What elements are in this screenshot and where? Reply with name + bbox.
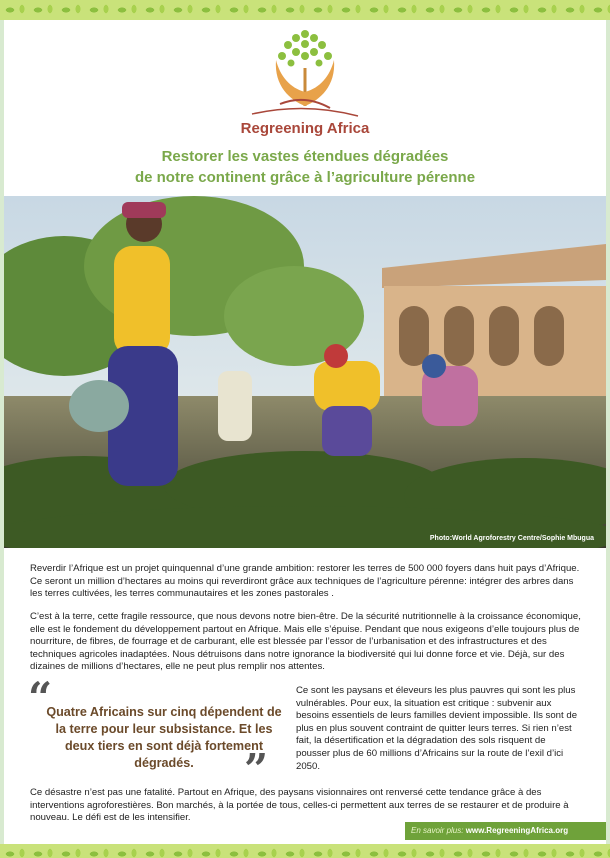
decorative-leaf-border-bottom — [0, 844, 610, 858]
intro-paragraph: Reverdir l’Afrique est un projet quinquennal d’une grande ambition: restorer les terres de 500 000 foyers dans huit pays d’Afrique. Ce seront un million d’hectares au moins qui reverdiront grâce aux techniques de l’agriculture pérenne: intégrer des arbres dans les terres cultivées, les terres communautaires et les zones pastorales . — [30, 563, 580, 600]
page-subtitle — [0, 146, 610, 188]
conclusion-paragraph: Ce désastre n’est pas une fatalité. Partout en Afrique, des paysans visionnaires ont renversé cette tendance grâce à des interventions agroforestières. Bon marchés, à la portée de tous, celles-ci permettent aux terres de se restaurer et de produire à nouveau. Le défi est de les intensifier. — [30, 787, 569, 824]
subtitle-line-1: Restorer les vastes étendues dégradées — [161, 148, 449, 165]
close-quote-icon: ” — [244, 745, 269, 794]
photo-credit: Photo:World Agroforestry Centre/Sophie Mbugua — [429, 535, 594, 542]
learn-more-label: En savoir plus: — [411, 826, 464, 835]
open-quote-icon: “ — [28, 673, 53, 722]
vulnerability-paragraph: Ce sont les paysans et éleveurs les plus pauvres qui sont les plus vulnérables. Pour eux, la situation est critique : subvenir aux besoins essentiels de leurs familles devient impossible. Ils sont de plus en plus souvent contraint de quitter leurs terres. Si rien n’est fait, la désertification et la dégradation des sols risquent de pousser plus de 60 millions d’Africains sur la route de l’exil d’ici 2050. — [296, 685, 578, 772]
subtitle-line-2: de notre continent grâce à l’agriculture pérenne — [134, 169, 476, 186]
website-link[interactable]: www.RegreeningAfrica.org — [465, 826, 569, 835]
pull-quote-text: Quatre Africains sur cinq dépendent de la terre pour leur subsistance. Et les deux tiers en sont déjà fortement dégradés. — [46, 705, 282, 770]
decorative-leaf-border-top — [0, 0, 610, 20]
page-border-right — [606, 20, 610, 844]
learn-more-banner[interactable] — [405, 822, 606, 840]
brand-name: Regreening Africa — [240, 120, 370, 137]
pull-quote — [28, 673, 292, 794]
hero-photo — [4, 196, 606, 548]
land-paragraph: C’est à la terre, cette fragile ressource, que nous devons notre bien-être. De la sécurité nutritionnelle à la croissance économique, elle est le fondement du développement partout en Afrique. Mais elle s’épuise. Pendant que nous exigeons d’elle toujours plus de nourriture, de fibres, de fourrage et de carburant, elle est blessée par l’essor de l’urbanisation et des infrastructures et des techniques agricoles inadaptées. Nous détruisons dans notre ignorance la biodiversité qui lui donne force et vie. Déjà, sur des dizaines de millions d’hectares, elle ne peut plus remplir nos attentes. — [30, 611, 581, 673]
